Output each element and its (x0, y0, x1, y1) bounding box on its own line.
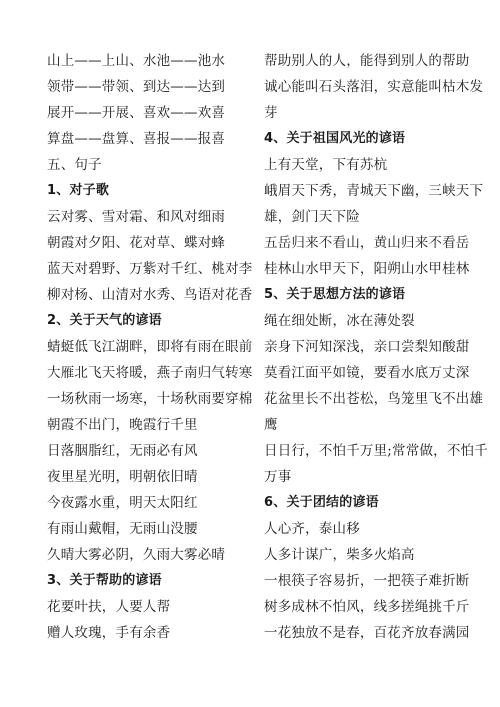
text-line-right-8: 五岳归来不看山，黄山归来不看岳 (264, 235, 470, 251)
text-line-left-13: 大雁北飞天将暖，燕子南归气转寒 (47, 365, 253, 381)
text-line-right-17: 万事 (264, 469, 292, 485)
text-line-right-7: 雄，剑门天下险 (264, 209, 360, 225)
text-line-right-21: 一根筷子容易折，一把筷子难折断 (264, 573, 470, 589)
text-line-left-15: 朝霞不出门，晚霞行千里 (47, 417, 198, 433)
text-line-left-18: 今夜露水重，明天太阳红 (47, 495, 198, 511)
text-line-left-7: 云对雾、雪对霜、和风对细雨 (47, 209, 226, 225)
section-heading-right-10: 5、关于思想方法的谚语 (264, 287, 406, 302)
text-line-right-12: 亲身下河知深浅，亲口尝梨知酸甜 (264, 339, 470, 355)
text-line-right-6: 峨眉天下秀，青城天下幽，三峡天下 (264, 183, 484, 199)
text-line-left-20: 久晴大雾必阴，久雨大雾必晴 (47, 547, 226, 563)
section-heading-right-4: 4、关于祖国风光的谚语 (264, 131, 406, 146)
text-line-left-12: 蜻蜓低飞江湖畔，即将有雨在眼前 (47, 339, 253, 355)
text-line-right-5: 上有天堂，下有苏杭 (264, 157, 388, 173)
text-line-left-16: 日落胭脂红，无雨必有风 (47, 443, 198, 459)
text-line-right-20: 人多计谋广，柴多火焰高 (264, 547, 415, 563)
text-line-left-5: 五、句子 (47, 157, 102, 173)
text-line-left-9: 蓝天对碧野、万紫对千红、桃对李 (47, 261, 253, 277)
text-line-left-23: 赠人玫瑰，手有余香 (47, 625, 171, 641)
text-line-right-23: 一花独放不是春，百花齐放春满园 (264, 625, 470, 641)
text-line-right-9: 桂林山水甲天下，阳朔山水甲桂林 (264, 261, 470, 277)
text-line-right-14: 花盆里长不出苍松，鸟笼里飞不出雄 (264, 391, 484, 407)
left-column (47, 48, 257, 646)
text-line-right-1: 帮助别人的人，能得到别人的帮助 (264, 53, 470, 69)
text-line-left-19: 有雨山戴帽，无雨山没腰 (47, 521, 198, 537)
text-line-right-11: 绳在细处断，冰在薄处裂 (264, 313, 415, 329)
text-line-right-3: 芽 (264, 105, 278, 121)
text-line-left-8: 朝霞对夕阳、花对草、蝶对蜂 (47, 235, 226, 251)
text-line-left-14: 一场秋雨一场寒，十场秋雨要穿棉 (47, 391, 253, 407)
text-line-left-2: 领带——带领、到达——达到 (47, 79, 226, 95)
text-line-left-1: 山上——上山、水池——池水 (47, 53, 226, 69)
section-heading-left-11: 2、关于天气的谚语 (47, 313, 162, 328)
text-line-right-2: 诚心能叫石头落泪，实意能叫枯木发 (264, 79, 484, 95)
section-heading-left-6: 1、对子歌 (47, 183, 110, 198)
text-line-right-19: 人心齐，泰山移 (264, 521, 360, 537)
text-line-left-22: 花要叶扶，人要人帮 (47, 599, 171, 615)
text-line-left-3: 展开——开展、喜欢——欢喜 (47, 105, 226, 121)
text-line-right-13: 莫看江面平如镜，要看水底万丈深 (264, 365, 470, 381)
text-line-left-17: 夜里星光明，明朝依旧晴 (47, 469, 198, 485)
right-column (264, 48, 488, 646)
section-heading-right-18: 6、关于团结的谚语 (264, 495, 379, 510)
text-line-right-16: 日日行，不怕千万里;常常做，不怕千 (264, 443, 488, 459)
text-line-left-4: 算盘——盘算、喜报——报喜 (47, 131, 226, 147)
section-heading-left-21: 3、关于帮助的谚语 (47, 573, 162, 588)
text-line-right-15: 鹰 (264, 417, 278, 433)
text-line-left-10: 柳对杨、山清对水秀、鸟语对花香 (47, 287, 253, 303)
text-line-right-22: 树多成林不怕风，线多搓绳挑千斤 (264, 599, 470, 615)
